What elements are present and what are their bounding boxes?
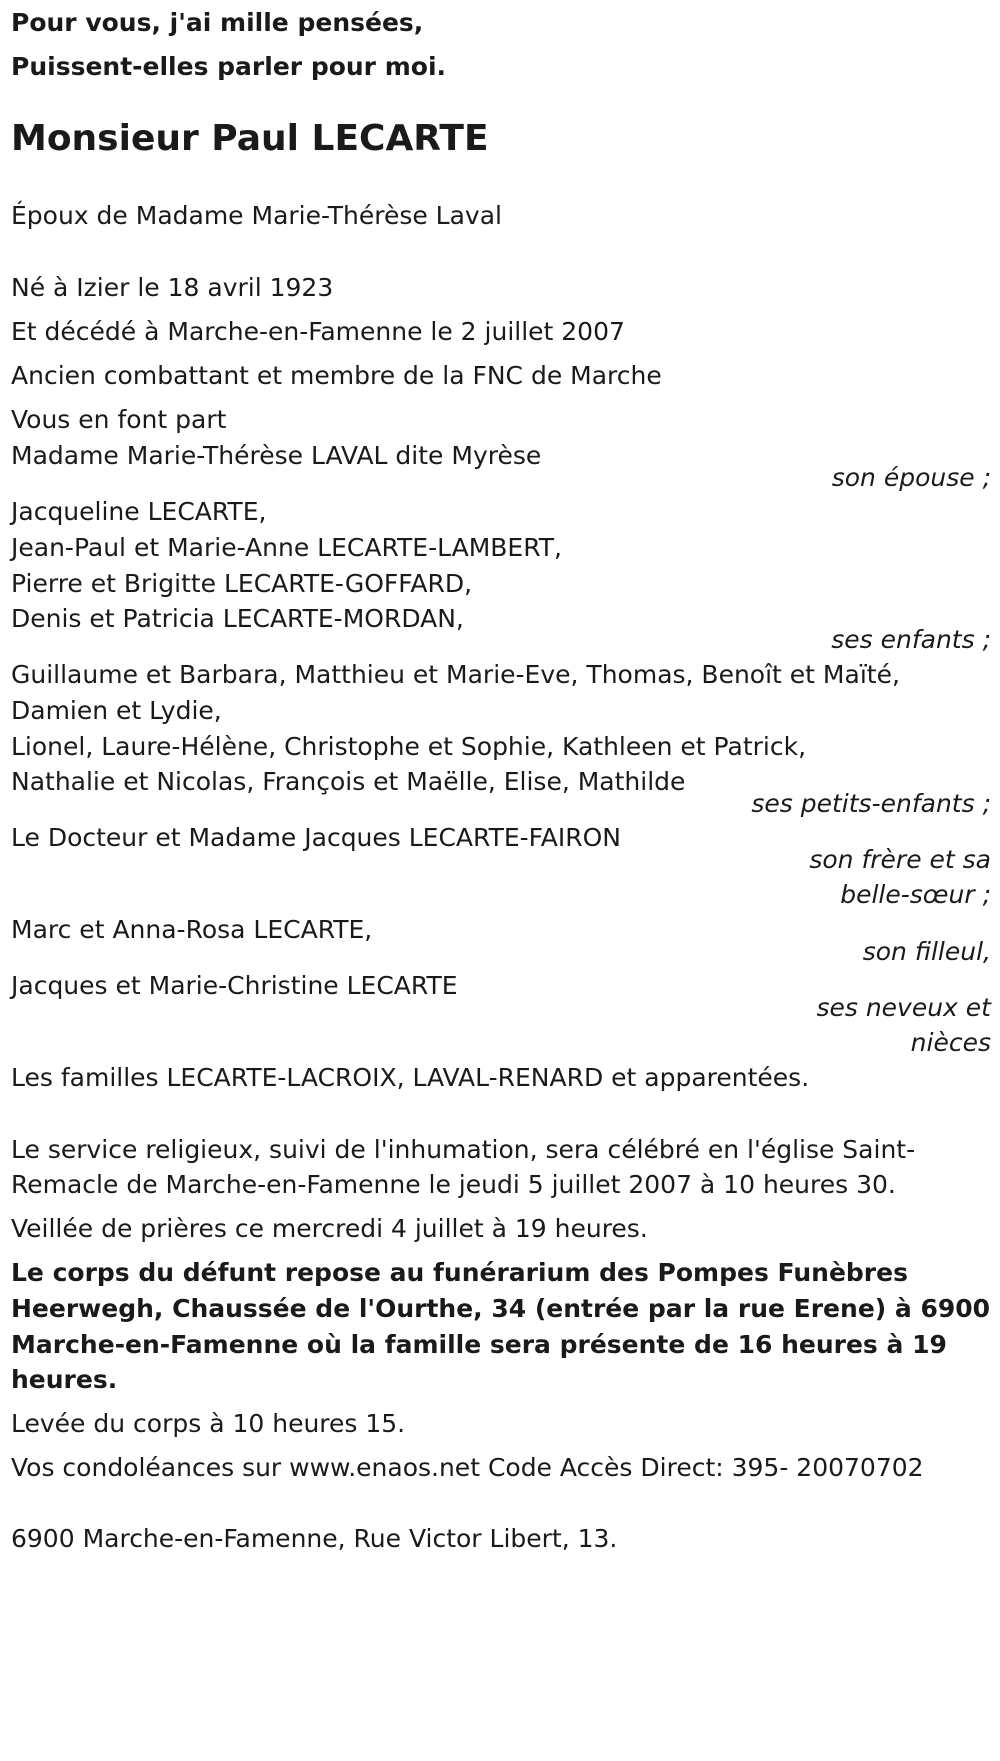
epigraph-line-1: Pour vous, j'ai mille pensées, <box>11 8 424 37</box>
mourner-name: Jean-Paul et Marie-Anne LECARTE-LAMBERT, <box>11 533 562 562</box>
mourner-name: Jacques et Marie-Christine LECARTE <box>11 971 458 1000</box>
mourner-name: Pierre et Brigitte LECARTE-GOFFARD, <box>11 569 473 598</box>
mourner-name: Jacqueline LECARTE, <box>11 497 267 526</box>
veteran-line: Ancien combattant et membre de la FNC de Marche <box>11 361 662 390</box>
funeral-home-line-4: heures. <box>11 1365 118 1394</box>
service-line-1: Le service religieux, suivi de l'inhumation, sera célébré en l'église Saint- <box>11 1135 916 1164</box>
relation-label: son filleul, <box>862 937 991 966</box>
funeral-home-line-2: Heerwegh, Chaussée de l'Ourthe, 34 (entrée par la rue Erene) à 6900 <box>11 1294 991 1323</box>
relation-label: son épouse ; <box>831 463 991 492</box>
spouse-line: Époux de Madame Marie-Thérèse Laval <box>11 201 502 230</box>
mourner-name: Madame Marie-Thérèse LAVAL dite Myrèse <box>11 441 542 470</box>
deceased-name: Monsieur Paul LECARTE <box>11 118 489 159</box>
mourner-name: Marc et Anna-Rosa LECARTE, <box>11 915 373 944</box>
epigraph-line-2: Puissent-elles parler pour moi. <box>11 52 447 81</box>
relation-label: ses enfants ; <box>831 625 991 654</box>
mourner-name: Guillaume et Barbara, Matthieu et Marie-Eve, Thomas, Benoît et Maïté, <box>11 660 900 689</box>
funeral-home-line-1: Le corps du défunt repose au funérarium des Pompes Funèbres <box>11 1258 908 1287</box>
removal-line: Levée du corps à 10 heures 15. <box>11 1409 406 1438</box>
relation-label: son frère et sa <box>809 845 991 874</box>
announcement-intro: Vous en font part <box>11 405 227 434</box>
mourner-name: Damien et Lydie, <box>11 696 222 725</box>
birth-line: Né à Izier le 18 avril 1923 <box>11 273 334 302</box>
condolences-line: Vos condoléances sur www.enaos.net Code Accès Direct: 395- 20070702 <box>11 1453 924 1482</box>
relation-label: belle-sœur ; <box>840 880 991 909</box>
relation-label: ses neveux et <box>816 993 991 1022</box>
service-line-2: Remacle de Marche-en-Famenne le jeudi 5 juillet 2007 à 10 heures 30. <box>11 1170 896 1199</box>
relation-label: ses petits-enfants ; <box>751 789 991 818</box>
funeral-home-line-3: Marche-en-Famenne où la famille sera présente de 16 heures à 19 <box>11 1330 947 1359</box>
relation-label: nièces <box>910 1028 991 1057</box>
families-line: Les familles LECARTE-LACROIX, LAVAL-RENARD et apparentées. <box>11 1063 810 1092</box>
address-line: 6900 Marche-en-Famenne, Rue Victor Libert, 13. <box>11 1524 618 1553</box>
death-line: Et décédé à Marche-en-Famenne le 2 juillet 2007 <box>11 317 625 346</box>
mourner-name: Nathalie et Nicolas, François et Maëlle, Elise, Mathilde <box>11 767 686 796</box>
vigil-line: Veillée de prières ce mercredi 4 juillet à 19 heures. <box>11 1214 648 1243</box>
mourner-name: Le Docteur et Madame Jacques LECARTE-FAIRON <box>11 823 621 852</box>
mourner-name: Denis et Patricia LECARTE-MORDAN, <box>11 604 464 633</box>
mourner-name: Lionel, Laure-Hélène, Christophe et Sophie, Kathleen et Patrick, <box>11 732 807 761</box>
